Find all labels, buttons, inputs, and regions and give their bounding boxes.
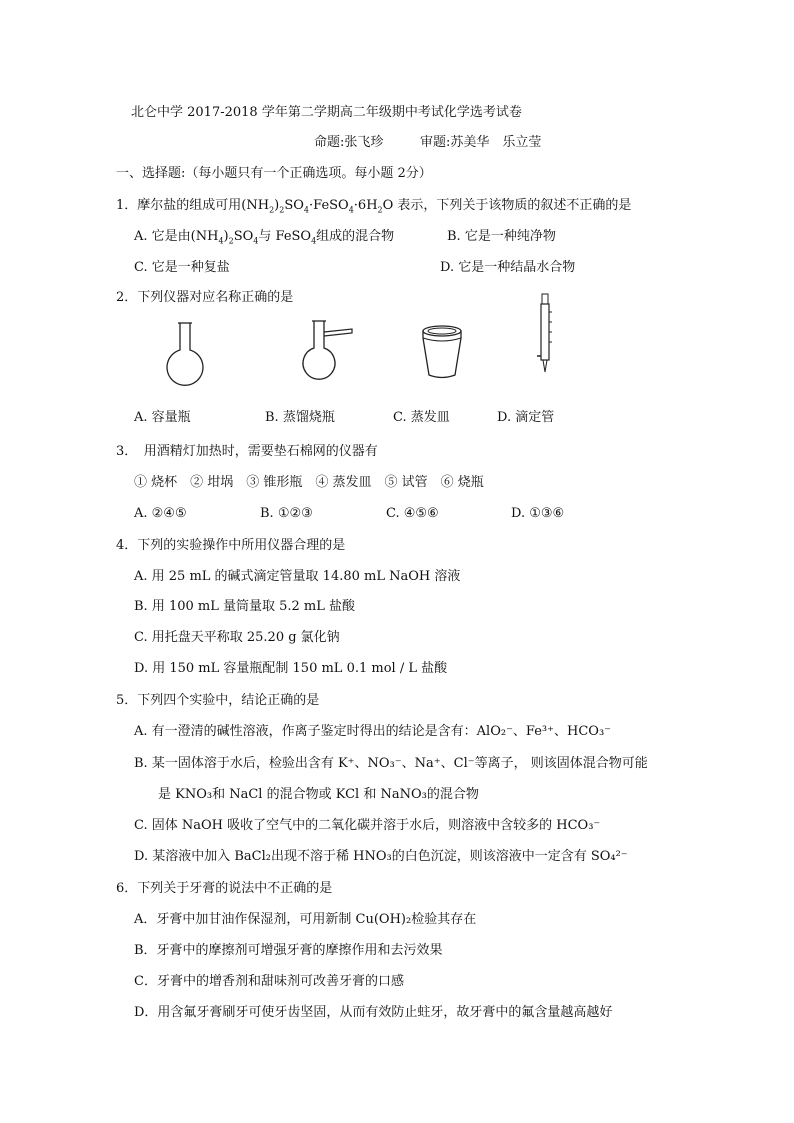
q1-option-d: D. 它是一种结晶水合物 [440, 260, 576, 275]
q6-option-d: D．用含氟牙膏刷牙可使牙齿坚固，从而有效防止蛀牙，故牙膏中的氟含量越高越好 [134, 1005, 613, 1020]
q5-option-c: C. 固体 NaOH 吸收了空气中的二氧化碳并溶于水后，则溶液中含较多的 HCO₃⁻ [134, 818, 601, 833]
q3-items: ① 烧杯 ② 坩埚 ③ 锥形瓶 ④ 蒸发皿 ⑤ 试管 ⑥ 烧瓶 [134, 475, 484, 490]
q6-option-c: C．牙膏中的增香剂和甜味剂可改善牙膏的口感 [134, 974, 404, 989]
q3-option-a: A. ②④⑤ [134, 506, 187, 521]
distillation-flask-image [296, 318, 360, 386]
q1-option-c: C. 它是一种复盐 [134, 260, 230, 275]
round-flask-image [160, 320, 210, 386]
q6-option-a: A．牙膏中加甘油作保湿剂，可用新制 Cu(OH)₂检验其存在 [134, 912, 477, 927]
author-line: 命题:张飞珍 [314, 135, 384, 150]
q5-option-a: A. 有一澄清的碱性溶液，作离子鉴定时得出的结论是含有：AlO₂⁻、Fe³⁺、HCO₃⁻ [134, 724, 612, 739]
q5-option-b-line1: B. 某一固体溶于水后，检验出含有 K⁺、NO₃⁻、Na⁺、Cl⁻等离子， 则该固体混合物可能 [134, 756, 648, 771]
q3-stem: 3． 用酒精灯加热时，需要垫石棉网的仪器有 [116, 444, 378, 459]
q5-option-b-line2: 是 KNO₃和 NaCl 的混合物或 KCl 和 NaNO₃的混合物 [158, 787, 479, 802]
q2-option-b: B. 蒸馏烧瓶 [265, 410, 335, 425]
q4-option-a: A. 用 25 mL 的碱式滴定管量取 14.80 mL NaOH 溶液 [134, 569, 461, 584]
q3-option-b: B. ①②③ [260, 506, 313, 521]
q4-option-c: C. 用托盘天平称取 25.20 g 氯化钠 [134, 630, 340, 645]
section-heading: 一、选择题:（每小题只有一个正确选项。每小题 2分） [116, 166, 432, 181]
q2-option-a: A. 容量瓶 [134, 410, 191, 425]
q5-option-d: D. 某溶液中加入 BaCl₂出现不溶于稀 HNO₃的白色沉淀，则该溶液中一定含有 SO₄²⁻ [134, 849, 628, 864]
exam-title: 北仑中学 2017-2018 学年第二学期高二年级期中考试化学选考试卷 [131, 105, 522, 120]
q3-option-d: D. ①③⑥ [511, 506, 565, 521]
q4-stem: 4．下列的实验操作中所用仪器合理的是 [116, 538, 346, 553]
q1-stem: 1．摩尔盐的组成可用$(NH_2)_2SO_4\cdot FeSO_4\cdot 6H_2O$ 表示，下列关于该物质的叙述不正确的是 [116, 198, 632, 215]
q4-option-b: B. 用 100 mL 量筒量取 5.2 mL 盐酸 [134, 599, 356, 614]
q2-option-d: D. 滴定管 [497, 410, 555, 425]
q2-stem: 2．下列仪器对应名称正确的是 [116, 290, 294, 305]
q3-option-c: C. ④⑤⑥ [386, 506, 439, 521]
q2-option-c: C. 蒸发皿 [393, 410, 450, 425]
q1-option-a: A. 它是由$(NH_4)_2SO_4$与 FeSO$_4$组成的混合物 [134, 229, 395, 246]
q6-option-b: B．牙膏中的摩擦剂可增强牙膏的摩擦作用和去污效果 [134, 943, 443, 958]
q4-option-d: D. 用 150 mL 容量瓶配制 150 mL 0.1 mol / L 盐酸 [134, 661, 448, 676]
q5-stem: 5．下列四个实验中，结论正确的是 [116, 693, 320, 708]
burette-image [530, 292, 560, 378]
reviewer-line: 审题:苏美华 乐立莹 [420, 135, 542, 150]
q1-option-b: B. 它是一种纯净物 [447, 229, 556, 244]
q6-stem: 6．下列关于牙膏的说法中不正确的是 [116, 881, 333, 896]
crucible-image [418, 322, 468, 380]
